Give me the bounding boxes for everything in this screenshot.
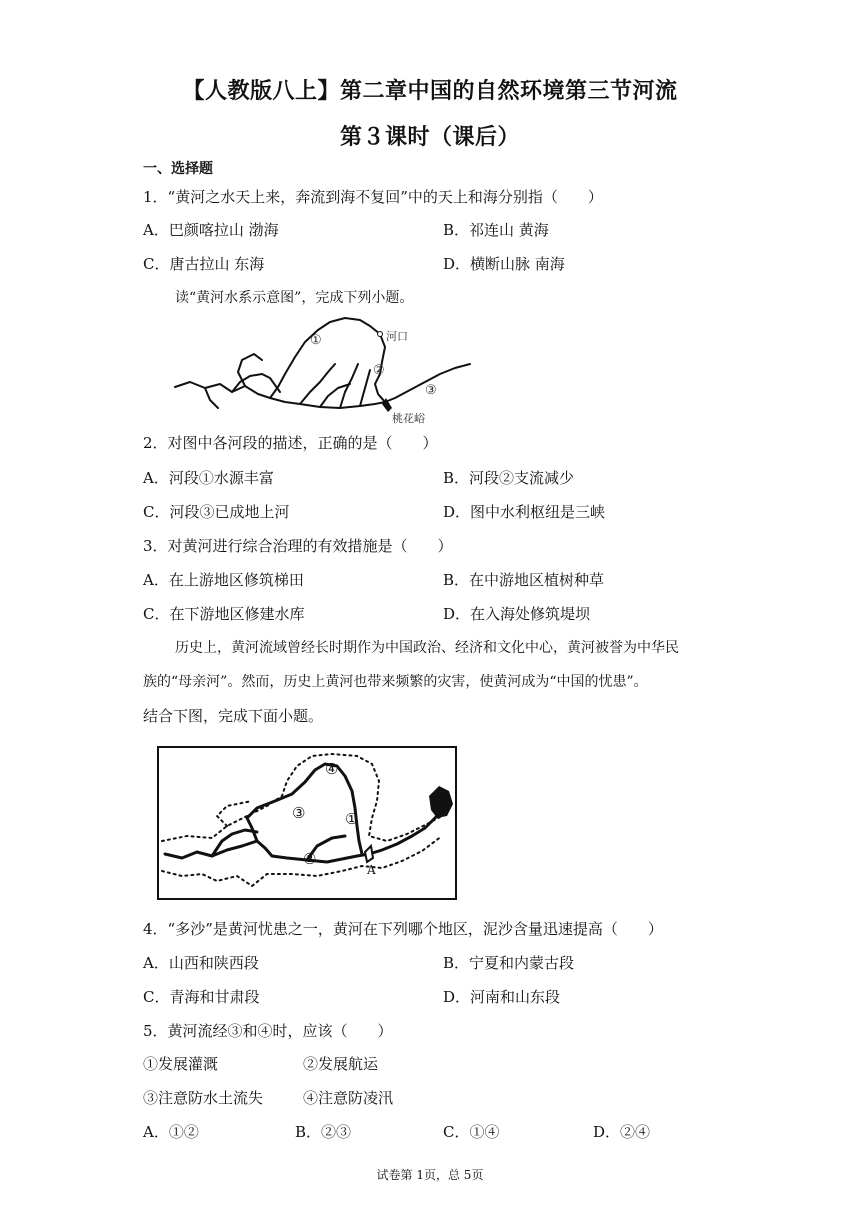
map2-label-3: ③ bbox=[292, 804, 306, 822]
great-bend-path bbox=[270, 318, 385, 402]
tributary-path bbox=[205, 388, 218, 408]
question-5-option-d[interactable]: D．②④ bbox=[593, 1123, 651, 1141]
map1-label-2: ② bbox=[373, 363, 385, 378]
page-footer: 试卷第 1页，总 5页 bbox=[376, 1168, 484, 1182]
map2-label-a: A bbox=[367, 863, 376, 877]
question-1-option-d[interactable]: D．横断山脉 南海 bbox=[443, 255, 565, 273]
passage-line-3: 结合下图，完成下面小题。 bbox=[143, 707, 324, 725]
tributary-path bbox=[238, 354, 262, 386]
question-5-item-1: ①发展灌溉 bbox=[143, 1055, 219, 1073]
question-2-stem: 2．对图中各河段的描述，正确的是（ ） bbox=[143, 434, 438, 452]
question-4-option-b[interactable]: B．宁夏和内蒙古段 bbox=[443, 954, 575, 972]
question-5-option-b[interactable]: B．②③ bbox=[295, 1123, 352, 1141]
passage-line-1: 历史上，黄河流域曾经长时期作为中国政治、经济和文化中心，黄河被誉为中华民 bbox=[175, 640, 679, 656]
question-5-stem: 5．黄河流经③和④时，应该（ ） bbox=[143, 1022, 393, 1040]
question-4-option-d[interactable]: D．河南和山东段 bbox=[443, 988, 561, 1006]
hekou-marker bbox=[378, 332, 383, 337]
map1-label-taohuayu: 桃花峪 bbox=[392, 412, 425, 424]
map2-label-2: ② bbox=[303, 850, 317, 868]
yellow-river-basin-map bbox=[157, 746, 457, 900]
question-4-stem: 4．“多沙”是黄河忧患之一，黄河在下列哪个地区，泥沙含量迅速提高（ ） bbox=[143, 920, 663, 938]
passage-line-2: 族的“母亲河”。然而，历史上黄河也带来频繁的灾害，使黄河成为“中国的忧患”。 bbox=[143, 674, 648, 690]
question-3-option-d[interactable]: D．在入海处修筑堤坝 bbox=[443, 605, 591, 623]
tributary-path bbox=[320, 384, 350, 407]
question-5-option-c[interactable]: C．①④ bbox=[443, 1123, 500, 1141]
question-5-item-4: ④注意防凌汛 bbox=[303, 1089, 394, 1107]
question-3-option-c[interactable]: C．在下游地区修建水库 bbox=[143, 605, 305, 623]
yellow-river-system-map bbox=[170, 312, 480, 424]
question-1-option-a[interactable]: A．巴颜喀拉山 渤海 bbox=[143, 221, 279, 239]
question-3-stem: 3．对黄河进行综合治理的有效措施是（ ） bbox=[143, 537, 453, 555]
question-2-option-d[interactable]: D．图中水利枢纽是三峡 bbox=[443, 503, 606, 521]
map2-label-4: ④ bbox=[325, 760, 339, 778]
question-4-option-c[interactable]: C．青海和甘肃段 bbox=[143, 988, 260, 1006]
map1-label-1: ① bbox=[310, 333, 322, 348]
map1-label-3: ③ bbox=[425, 383, 437, 398]
section-heading: 一、选择题 bbox=[143, 161, 213, 177]
question-1-option-c[interactable]: C．唐古拉山 东海 bbox=[143, 255, 265, 273]
question-1-option-b[interactable]: B．祁连山 黄海 bbox=[443, 221, 549, 239]
question-2-option-a[interactable]: A．河段①水源丰富 bbox=[143, 469, 274, 487]
tributary-path bbox=[360, 370, 370, 406]
question-5-option-a[interactable]: A．①② bbox=[143, 1123, 199, 1141]
question-2-option-b[interactable]: B．河段②支流减少 bbox=[443, 469, 575, 487]
page-title: 【人教版八上】第二章中国的自然环境第三节河流 bbox=[182, 79, 678, 104]
question-3-option-b[interactable]: B．在中游地区植树种草 bbox=[443, 571, 605, 589]
map1-intro: 读“黄河水系示意图”，完成下列小题。 bbox=[175, 290, 414, 306]
question-5-item-3: ③注意防水土流失 bbox=[143, 1089, 264, 1107]
question-1-stem: 1．“黄河之水天上来，奔流到海不复回”中的天上和海分别指（ ） bbox=[143, 188, 603, 206]
map2-label-1: ① bbox=[345, 810, 359, 828]
question-3-option-a[interactable]: A．在上游地区修筑梯田 bbox=[143, 571, 304, 589]
question-2-option-c[interactable]: C．河段③已成地上河 bbox=[143, 503, 290, 521]
question-4-option-a[interactable]: A．山西和陕西段 bbox=[143, 954, 259, 972]
map1-label-hekou: 河口 bbox=[386, 330, 408, 343]
page-subtitle: 第３课时（课后） bbox=[339, 125, 520, 150]
tributary-path bbox=[300, 364, 335, 404]
question-5-item-2: ②发展航运 bbox=[303, 1055, 379, 1073]
